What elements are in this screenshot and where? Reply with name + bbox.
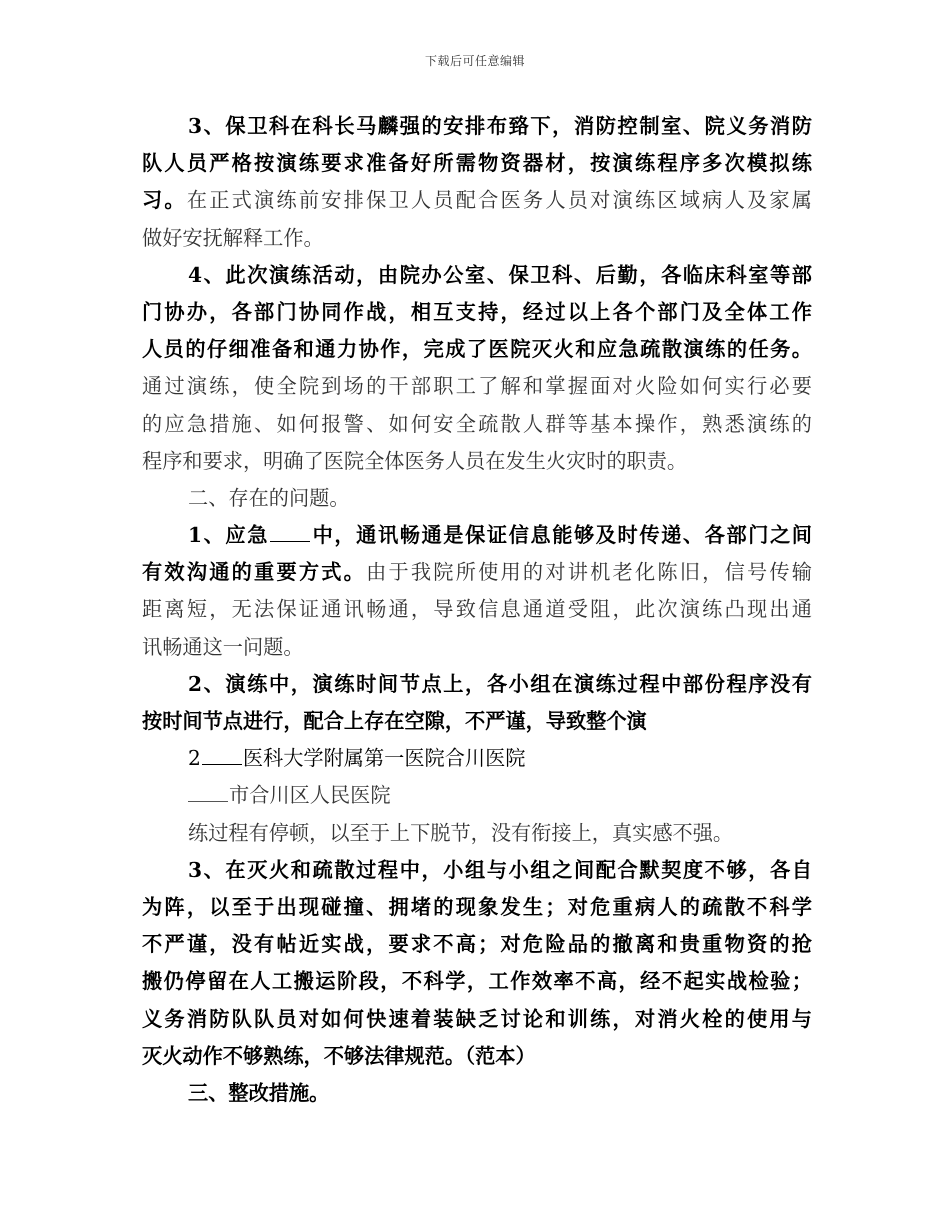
text-line: 搬仍停留在人工搬运阶段，不科学，工作效率不高，经不起实战检验；	[142, 969, 812, 994]
text-fragment: 在正式演练前安排保卫人员配合医务人员对演练区域病人及家属	[186, 188, 812, 213]
text-line: 练过程有停顿，以至于上下脱节，没有衔接上，真实感不强。	[188, 820, 734, 845]
blank-underline	[270, 540, 310, 542]
section-heading: 三、整改措施。	[188, 1080, 330, 1105]
text-line	[142, 554, 812, 591]
text-fragment: 习。	[142, 188, 187, 213]
footer-line	[142, 740, 812, 777]
text-line: 3、保卫科在科长马麟强的安排布臵下，消防控制室、院义务消防	[188, 114, 812, 138]
section-heading: 二、存在的问题。	[188, 485, 350, 510]
text-fragment: 医科大学附属第一医院合川医院	[242, 746, 526, 771]
document-body	[142, 108, 812, 1112]
text-line	[142, 182, 812, 219]
text-line: 讯畅通这一问题。	[142, 634, 304, 659]
text-fragment: 中，通讯畅通是保证信息能够及时传递、各部门之间	[311, 523, 812, 548]
text-line: 门协办，各部门协同作战，相互支持，经过以上各个部门及全体工作	[142, 299, 812, 324]
text-line: 3、在灭火和疏散过程中，小组与小组之间配合默契度不够，各自	[188, 857, 812, 882]
text-fragment: 2	[188, 746, 201, 771]
text-line: 的应急措施、如何报警、如何安全疏散人群等基本操作，熟悉演练的	[142, 411, 812, 436]
text-line: 程序和要求，明确了医院全体医务人员在发生火灾时的职责。	[142, 448, 688, 473]
page-header: 下载后可任意编辑	[424, 54, 525, 68]
text-line: 做好安抚解释工作。	[142, 225, 324, 250]
text-line: 4、此次演练活动，由院办公室、保卫科、后勤，各临床科室等部	[188, 262, 812, 287]
text-line: 按时间节点进行，配合上存在空隙，不严谨，导致整个演	[142, 709, 647, 733]
text-fragment: 由于我院所使用的对讲机老化陈旧，信号传输	[366, 560, 812, 585]
text-fragment: 1、应急	[188, 523, 269, 548]
blank-underline	[188, 800, 228, 802]
text-fragment: 市合川区人民医院	[229, 783, 391, 808]
text-line: 不严谨，没有帖近实战，要求不高；对危险品的撤离和贵重物资的抢	[142, 932, 812, 957]
text-line: 为阵，以至于出现碰撞、拥堵的现象发生；对危重病人的疏散不科学	[142, 894, 812, 919]
text-line: 灭火动作不够熟练，不够法律规范。（范本）	[142, 1043, 536, 1068]
blank-underline	[202, 763, 242, 765]
text-line: 人员的仔细准备和通力协作，完成了医院灭火和应急疏散演练的任务。	[142, 337, 812, 362]
text-line: 2、演练中，演练时间节点上，各小组在演练过程中部份程序没有	[188, 671, 812, 696]
text-line	[142, 517, 812, 554]
text-line: 义务消防队队员对如何快速着装缺乏讨论和训练，对消火栓的使用与	[142, 1006, 812, 1031]
text-line: 队人员严格按演练要求准备好所需物资器材，按演练程序多次模拟练	[142, 151, 812, 176]
footer-line	[142, 777, 812, 814]
text-fragment: 有效沟通的重要方式。	[142, 560, 367, 585]
text-line: 通过演练，使全院到场的干部职工了解和掌握面对火险如何实行必要	[142, 374, 812, 399]
text-line: 距离短，无法保证通讯畅通，导致信息通道受阻，此次演练凸现出通	[142, 597, 812, 622]
